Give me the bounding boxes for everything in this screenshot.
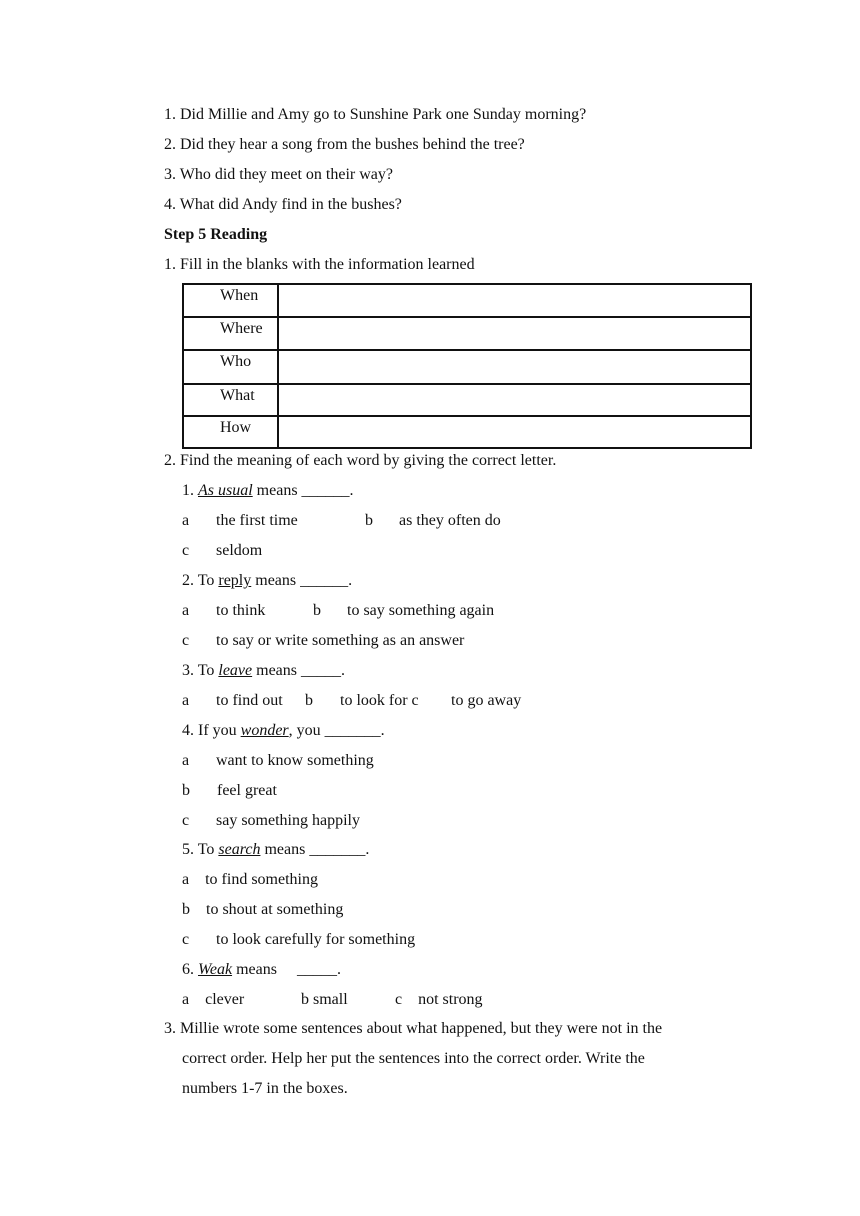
task-1-instruction: 1. Fill in the blanks with the information learned [164, 256, 475, 273]
question-2: 2. Did they hear a song from the bushes behind the tree? [164, 136, 525, 153]
vocab-number: 5. To [182, 841, 219, 858]
question-1: 1. Did Millie and Amy go to Sunshine Park one Sunday morning? [164, 106, 587, 123]
option-text: to look carefully for something [216, 931, 416, 948]
option-letter: b [305, 692, 313, 709]
option-letter: c [182, 931, 190, 948]
table-row [183, 416, 751, 448]
table-label-who: Who [183, 350, 278, 384]
option-letter: c [182, 632, 190, 649]
option-text: want to know something [216, 752, 374, 769]
option-letter: a [182, 602, 190, 619]
question-4: 4. What did Andy find in the bushes? [164, 196, 402, 213]
task-3-line-2: correct order. Help her put the sentences into the correct order. Write the [182, 1050, 645, 1067]
vocab-question-5 [182, 840, 369, 860]
vocab-word: reply [218, 572, 252, 589]
vocab-question-1 [182, 481, 354, 501]
table-row [183, 317, 751, 350]
step-heading: Step 5 Reading [164, 226, 268, 243]
vocab-rest: means _______. [260, 841, 370, 858]
option-text: seldom [216, 542, 263, 559]
option-letter: a [182, 692, 190, 709]
option-letter: b [313, 602, 321, 619]
option-text: to say or write something as an answer [216, 632, 465, 649]
vocab-word: wonder [240, 722, 289, 739]
option-letter: b [365, 512, 373, 529]
option-letter: c [182, 812, 190, 829]
vocab-question-2 [182, 571, 352, 591]
option-text: c not strong [395, 991, 483, 1008]
table-blank-cell[interactable] [278, 384, 751, 416]
option-text: to think [216, 602, 266, 619]
option-text: feel great [217, 782, 277, 799]
vocab-number: 2. To [182, 572, 219, 589]
option-letter: c [182, 542, 190, 559]
option-text: to go away [451, 692, 522, 709]
table-label-what: What [183, 384, 278, 416]
option-text: as they often do [399, 512, 501, 529]
vocab-number: 1. [182, 482, 198, 499]
table-row [183, 350, 751, 384]
vocab-word: search [218, 841, 261, 858]
option-text: a to find something [182, 871, 318, 888]
option-text: b to shout at something [182, 901, 344, 918]
vocab-word: As usual [198, 482, 253, 499]
option-text: b small [301, 991, 348, 1008]
table-blank-cell[interactable] [278, 350, 751, 384]
table-blank-cell[interactable] [278, 416, 751, 448]
option-text: to say something again [347, 602, 495, 619]
option-text: a clever [182, 991, 245, 1008]
vocab-number: 3. To [182, 662, 219, 679]
option-letter: a [182, 512, 190, 529]
option-text: to find out [216, 692, 283, 709]
table-blank-cell[interactable] [278, 317, 751, 350]
option-letter: b [182, 782, 190, 799]
vocab-rest: means ______. [251, 572, 353, 589]
table-row [183, 284, 751, 317]
question-3: 3. Who did they meet on their way? [164, 166, 393, 183]
table-row [183, 384, 751, 416]
option-text: to look for c [340, 692, 419, 709]
table-label-how: How [183, 416, 278, 448]
table-blank-cell[interactable] [278, 284, 751, 317]
vocab-number: 6. [182, 961, 198, 978]
vocab-question-6 [182, 960, 341, 980]
task-3-line-1: 3. Millie wrote some sentences about what happened, but they were not in the [164, 1020, 663, 1037]
info-table [182, 283, 752, 449]
vocab-rest: means _____. [232, 961, 341, 978]
table-label-where: Where [183, 317, 278, 350]
vocab-word: leave [218, 662, 253, 679]
task-3-line-3: numbers 1-7 in the boxes. [182, 1080, 348, 1097]
task-2-instruction: 2. Find the meaning of each word by giving the correct letter. [164, 452, 557, 469]
vocab-question-3 [182, 661, 345, 681]
vocab-rest: means _____. [252, 662, 345, 679]
vocab-word: Weak [198, 961, 233, 978]
option-letter: a [182, 752, 190, 769]
vocab-rest: , you _______. [288, 722, 385, 739]
table-label-when: When [183, 284, 278, 317]
vocab-question-4 [182, 721, 385, 741]
option-text: the first time [216, 512, 298, 529]
vocab-number: 4. If you [182, 722, 241, 739]
vocab-rest: means ______. [252, 482, 354, 499]
option-text: say something happily [216, 812, 360, 829]
